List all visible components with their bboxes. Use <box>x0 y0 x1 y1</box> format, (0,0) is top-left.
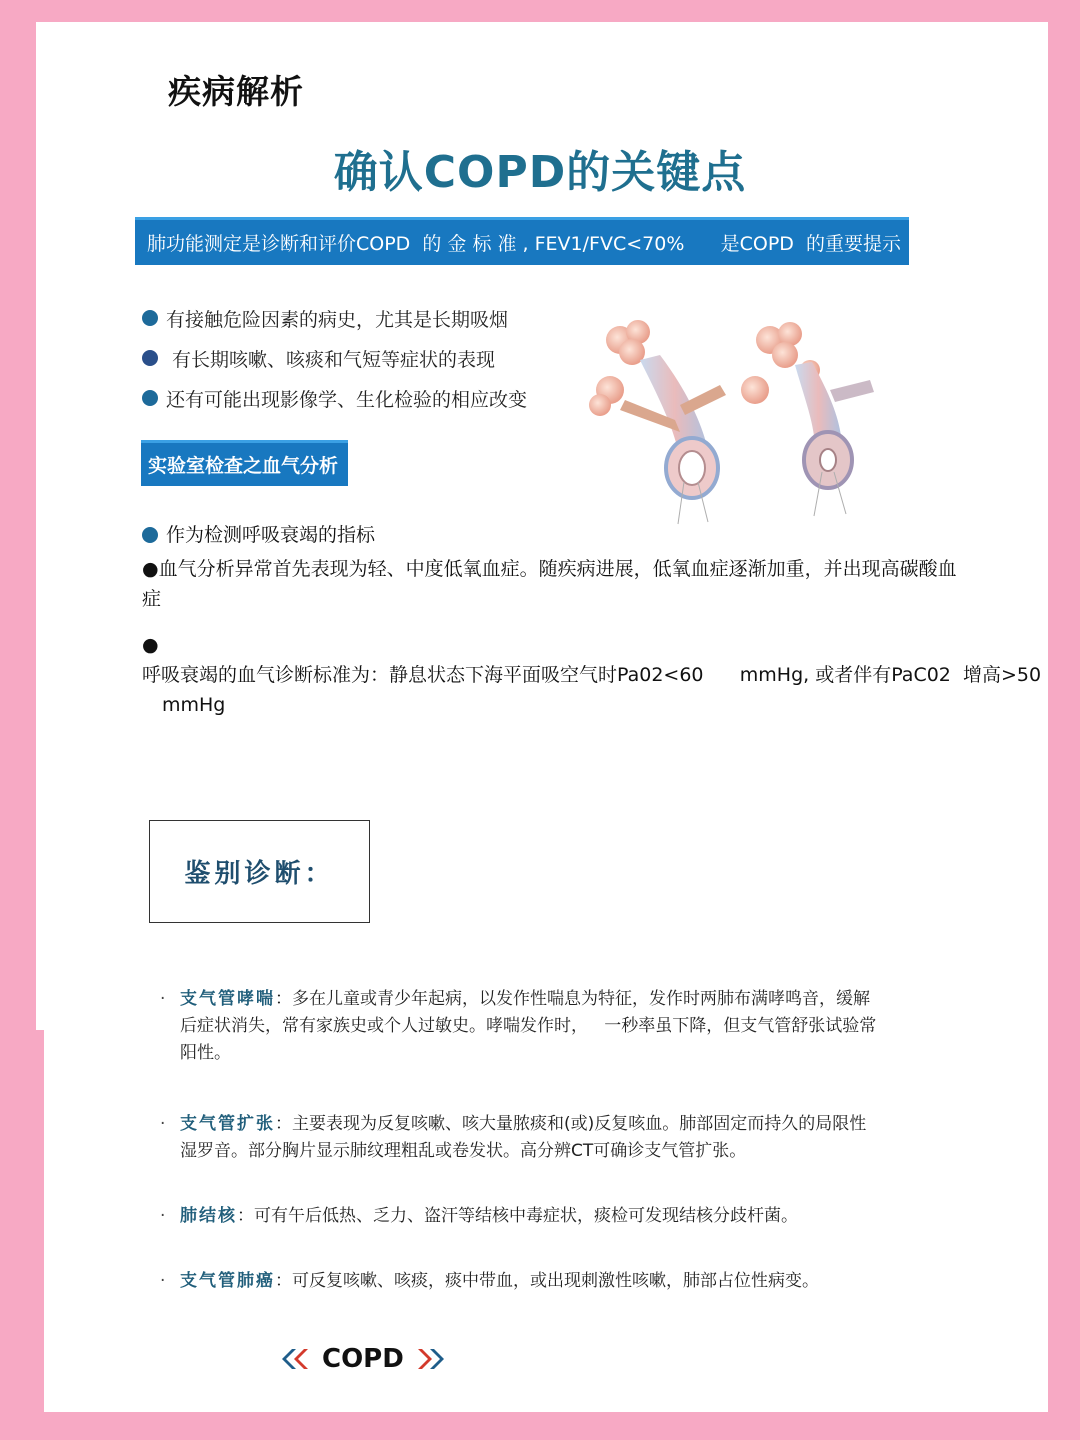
list-item <box>160 1111 880 1165</box>
list-item <box>142 630 1042 720</box>
list-item <box>160 986 880 1067</box>
footer-label: COPD <box>322 1344 404 1374</box>
list-item <box>142 554 962 614</box>
list-item <box>142 520 962 552</box>
list-item <box>160 1203 880 1230</box>
list-item-text-continued: mmHg <box>162 694 226 716</box>
disease-description: ：可反复咳嗽、咳痰，痰中带血，或出现刺激性咳嗽，肺部占位性病变。 <box>275 1271 819 1291</box>
copd-airway <box>741 322 874 516</box>
page-edge <box>36 1030 44 1412</box>
double-chevron-right-icon <box>416 1347 448 1371</box>
list-item <box>142 378 527 418</box>
normal-airway <box>589 320 726 524</box>
bullet-dot-icon: ● <box>142 558 159 580</box>
bullet-dot-icon <box>142 310 158 326</box>
bullet-dot-icon <box>142 350 158 366</box>
disease-description: ：多在儿童或青少年起病，以发作性喘息为特征，发作时两肺布满哮鸣音，缓解后症状消失，常有家族史或个人过敏史。哮喘发作时， 一秒率虽下降，但支气管舒张试验常阳性。 <box>180 989 877 1063</box>
list-marker-icon: · <box>160 989 166 1009</box>
disease-description: ：可有午后低热、乏力、盗汗等结核中毒症状，痰检可发现结核分歧杆菌。 <box>237 1206 798 1226</box>
list-item-text: 血气分析异常首先表现为轻、中度低氧血症。随疾病进展，低氧血症逐渐加重，并出现高碳酸血症 <box>142 558 957 610</box>
airway-illustration <box>580 310 890 530</box>
key-points-list <box>142 298 527 418</box>
disease-term: 肺结核 <box>180 1206 237 1226</box>
bullet-dot-icon: ● <box>142 634 159 656</box>
page-title: 确认COPD的关键点 <box>333 147 747 198</box>
list-item <box>142 298 527 338</box>
disease-description: ：主要表现为反复咳嗽、咳大量脓痰和(或)反复咳血。肺部固定而持久的局限性湿罗音。部分胸片显示肺纹理粗乱或卷发状。高分辨CT可确诊支气管扩张。 <box>180 1114 867 1161</box>
footer <box>266 1344 460 1374</box>
page-label: 疾病解析 <box>168 72 304 111</box>
differential-list <box>160 986 880 1295</box>
bullet-dot-icon <box>142 390 158 406</box>
double-chevron-left-icon <box>278 1347 310 1371</box>
list-marker-icon: · <box>160 1206 166 1226</box>
list-item-text: 呼吸衰竭的血气诊断标准为：静息状态下海平面吸空气时Pa02<60 mmHg, 或者伴有PaC02 增高>50 <box>142 664 1042 686</box>
blood-gas-list <box>142 520 1042 720</box>
list-item-text: 作为检测呼吸衰竭的指标 <box>166 524 376 546</box>
list-item <box>142 338 527 378</box>
list-marker-icon: · <box>160 1271 166 1291</box>
list-item-text: 有接触危险因素的病史，尤其是长期吸烟 <box>166 308 509 331</box>
bullet-dot-icon <box>142 527 158 543</box>
list-item <box>160 1268 880 1295</box>
disease-term: 支气管哮喘 <box>180 989 275 1009</box>
list-marker-icon: · <box>160 1114 166 1134</box>
blood-gas-section-label: 实验室检查之血气分析 <box>141 440 348 486</box>
differential-diagnosis-heading: 鉴别诊断： <box>149 820 370 923</box>
list-item-text: 有长期咳嗽、咳痰和气短等症状的表现 <box>172 348 496 371</box>
disease-term: 支气管肺癌 <box>180 1271 275 1291</box>
spirometry-banner: 肺功能测定是诊断和评价COPD 的 金 标 准 , FEV1/FVC<70% 是COPD 的重要提示 <box>135 217 909 265</box>
list-item-text: 还有可能出现影像学、生化检验的相应改变 <box>166 388 528 411</box>
disease-term: 支气管扩张 <box>180 1114 275 1134</box>
